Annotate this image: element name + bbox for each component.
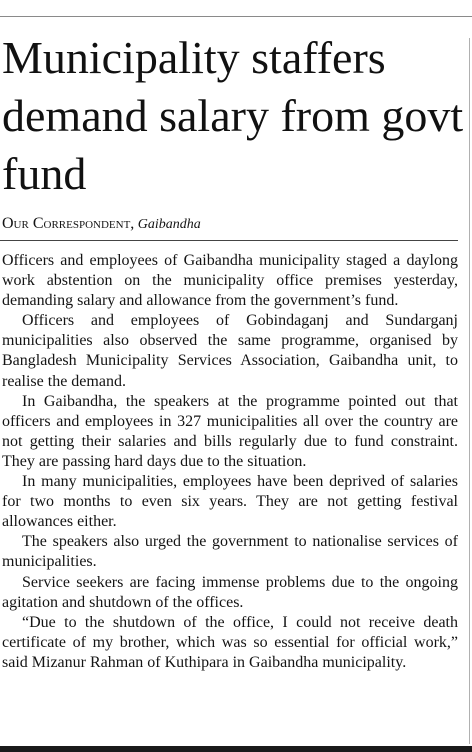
article-paragraph: In many municipalities, employees have been deprived of salaries for two months to even six years. They are not getting festival allowances either. (2, 473, 458, 531)
article-paragraph: Service seekers are facing immense problems due to the ongoing agitation and shutdown of the offices. (2, 573, 458, 611)
article-paragraph: In Gaibandha, the speakers at the programme pointed out that officers and employees in 327 municipalities all over the country are not getting their salaries and bills regularly due to fund constraint. They are passing hard days due to the situation. (2, 392, 458, 470)
byline-author: Our Correspondent, (2, 215, 135, 232)
article-paragraph: Officers and employees of Gobindaganj and Sundarganj municipalities also observed the same programme, organised by Bangladesh Municipality Services Association, Gaibandha unit, to realise the demand. (2, 312, 458, 390)
byline (2, 215, 462, 234)
article-body (2, 251, 458, 673)
byline-location: Gaibandha (137, 217, 201, 232)
byline-rule (0, 240, 458, 241)
article-paragraph: Officers and employees of Gaibandha municipality staged a daylong work abstention on the municipality office premises yesterday, demanding salary and allowance from the government’s fund. (2, 252, 458, 310)
headline: Municipality staffers demand salary from govt fund (2, 32, 464, 199)
article-paragraph: The speakers also urged the government to nationalise services of municipalities. (2, 533, 458, 571)
top-rule (0, 16, 472, 17)
article-paragraph: “Due to the shutdown of the office, I could not receive death certificate of my brother, which was so essential for official work,” said Mizanur Rahman of Kuthipara in Gaibandha municipality. (2, 613, 458, 671)
column-rule (469, 38, 470, 744)
bottom-rule (0, 746, 472, 752)
